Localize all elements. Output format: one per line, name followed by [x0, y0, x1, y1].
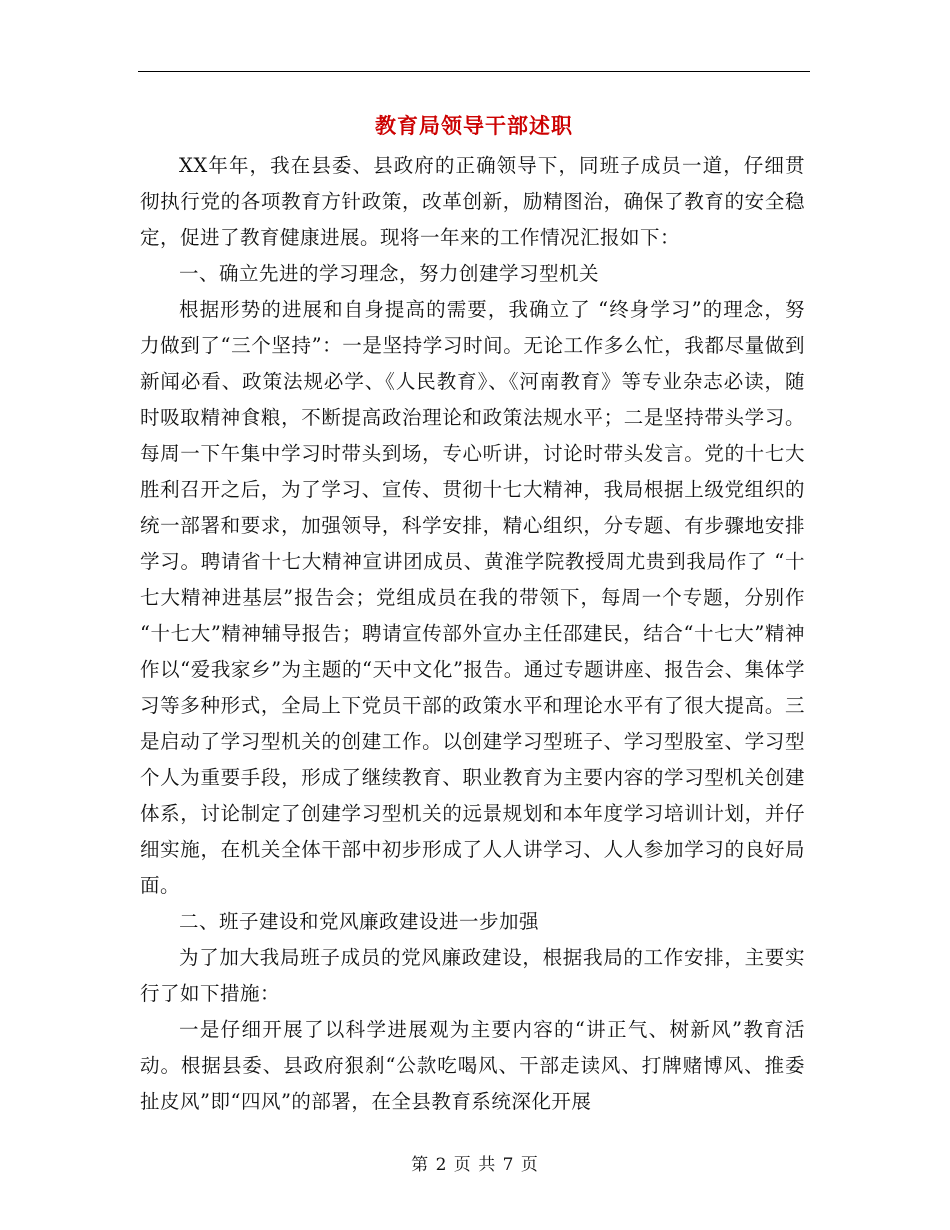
paragraph-intro: XX年年，我在县委、县政府的正确领导下，同班子成员一道，仔细贯彻执行党的各项教育方针政策，改革创新，励精图治，确保了教育的安全稳定，促进了教育健康进展。现将一年来的工作情况汇报如下：: [140, 154, 805, 249]
page-number-footer: 第 2 页 共 7 页: [411, 1155, 539, 1175]
paragraph-measure-1: 一是仔细开展了以科学进展观为主要内容的“讲正气、树新风”教育活动。根据县委、县政府狠刹“公款吃喝风、干部走读风、打牌赌博风、推委扯皮风”即“四风”的部署，在全县教育系统深化开展: [140, 1018, 805, 1113]
paragraph-learning: 根据形势的进展和自身提高的需要，我确立了 “终身学习”的理念，努力做到了“三个坚持”：一是坚持学习时间。无论工作多么忙，我都尽量做到新闻必看、政策法规必学、《人民教育》、《河南教育》等专业杂志必读，随时吸取精神食粮，不断提高政治理论和政策法规水平；二是坚持带头学习。每周一下午集中学习时带头到场，专心听讲，讨论时带头发言。党的十七大胜利召开之后，为了学习、宣传、贯彻十七大精神，我局根据上级党组织的统一部署和要求，加强领导，科学安排，精心组织，分专题、有步骤地安排学习。聘请省十七大精神宣讲团成员、黄淮学院教授周尤贵到我局作了 “十七大精神进基层”报告会；党组成员在我的带领下，每周一个专题，分别作 “十七大”精神辅导报告；聘请宣传部外宣办主任邵建民，结合“十七大”精神作以“爱我家乡”为主题的“天中文化”报告。通过专题讲座、报告会、集体学习等多种形式，全局上下党员干部的政策水平和理论水平有了很大提高。三是启动了学习型机关的创建工作。以创建学习型班子、学习型股室、学习型个人为重要手段，形成了继续教育、职业教育为主要内容的学习型机关创建体系，讨论制定了创建学习型机关的远景规划和本年度学习培训计划，并仔细实施，在机关全体干部中初步形成了人人讲学习、人人参加学习的良好局面。: [140, 298, 805, 897]
header-rule: [138, 71, 810, 72]
document-title: 教育局领导干部述职: [375, 113, 573, 138]
section-heading-1: 一、确立先进的学习理念，努力创建学习型机关: [179, 262, 600, 285]
section-heading-2: 二、班子建设和党风廉政建设进一步加强: [179, 910, 540, 933]
paragraph-measures-intro: 为了加大我局班子成员的党风廉政建设，根据我局的工作安排，主要实行了如下措施：: [140, 946, 805, 1005]
document-body: [140, 148, 805, 1120]
